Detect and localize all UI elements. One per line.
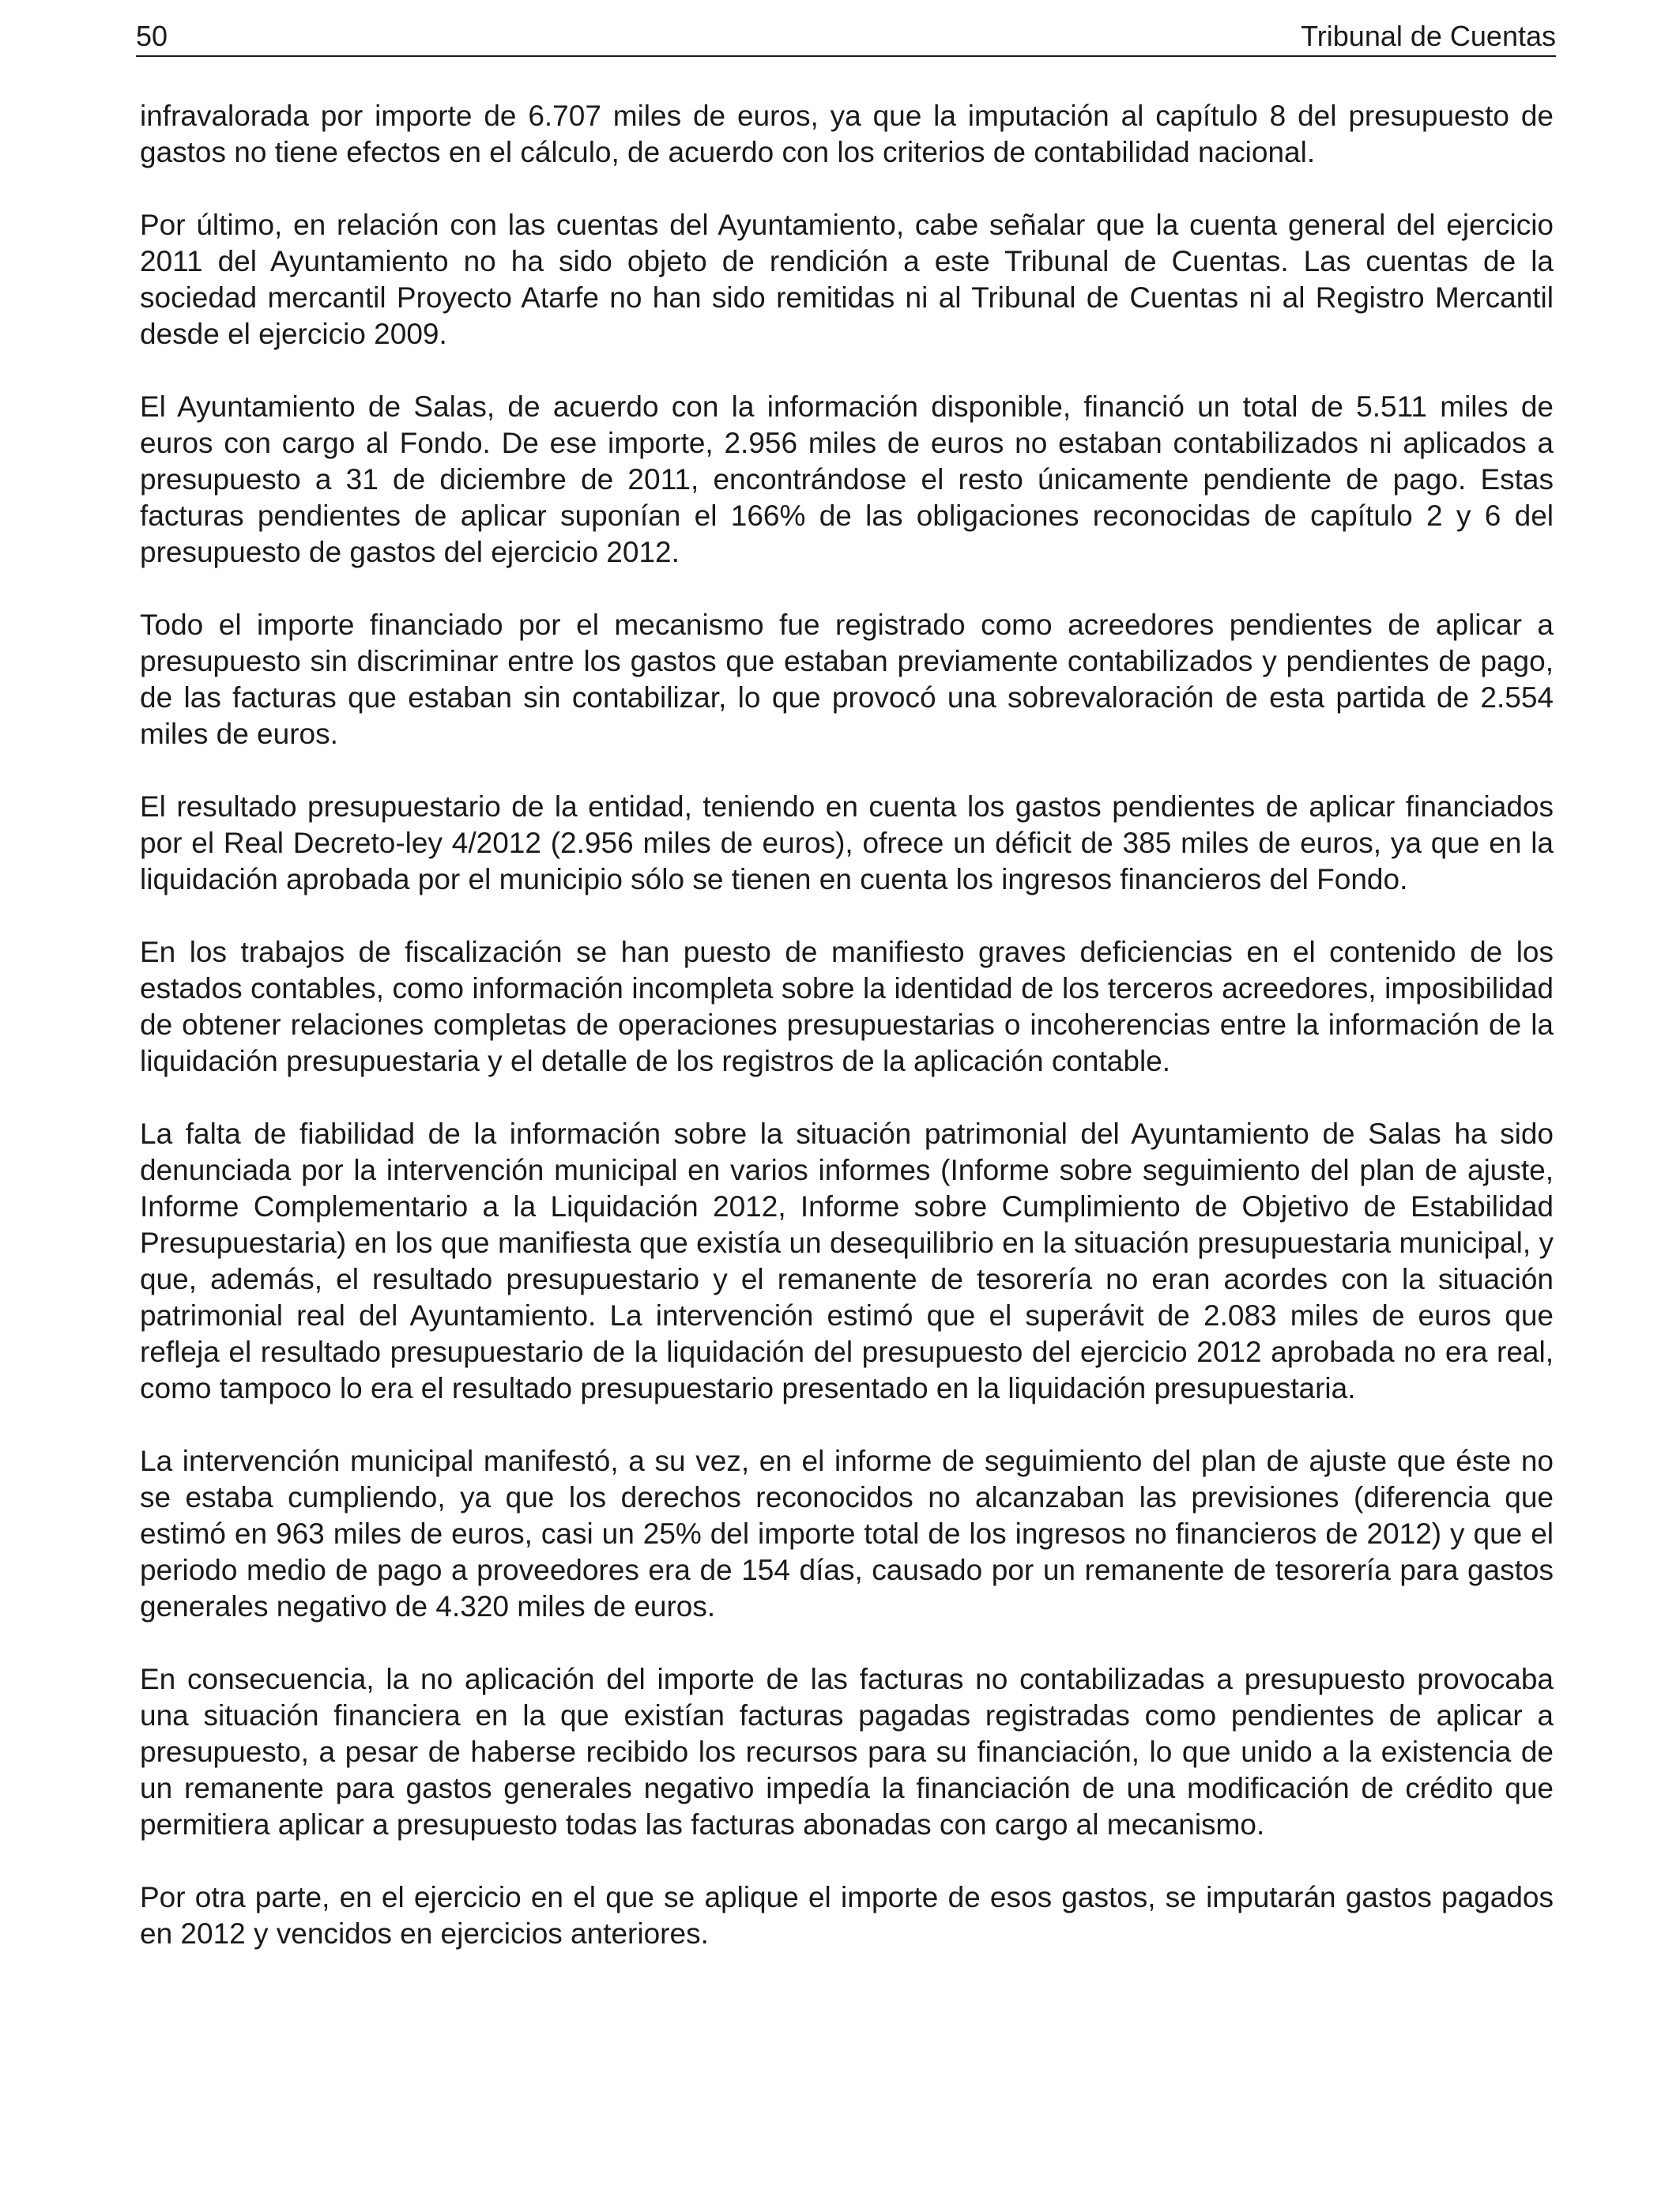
page-number: 50	[136, 20, 168, 52]
paragraph: El Ayuntamiento de Salas, de acuerdo con la información disponible, financió un total de 5.511 miles de euros con cargo al Fondo. De ese importe, 2.956 miles de euros no estaban contabilizados ni aplicados a presupuesto a 31 de diciembre de 2011, encontrándose el resto únicamente pendiente de pago. Estas facturas pendientes de aplicar suponían el 166% de las obligaciones reconocidas de capítulo 2 y 6 del presupuesto de gastos del ejercicio 2012.	[140, 390, 1554, 568]
paragraph: Por otra parte, en el ejercicio en el que se aplique el importe de esos gastos, se imputarán gastos pagados en 2012 y vencidos en ejercicios anteriores.	[140, 1881, 1554, 1950]
paragraph: La intervención municipal manifestó, a su vez, en el informe de seguimiento del plan de ajuste que éste no se estaba cumpliendo, ya que los derechos reconocidos no alcanzaban las previsiones (diferencia que estimó en 963 miles de euros, casi un 25% del importe total de los ingresos no financieros de 2012) y que el periodo medio de pago a proveedores era de 154 días, causado por un remanente de tesorería para gastos generales negativo de 4.320 miles de euros.	[140, 1445, 1554, 1623]
paragraph: En consecuencia, la no aplicación del importe de las facturas no contabilizadas a presupuesto provocaba una situación financiera en la que existían facturas pagadas registradas como pendientes de aplicar a presupuesto, a pesar de haberse recibido los recursos para su financiación, lo que unido a la existencia de un remanente para gastos generales negativo impedía la financiación de una modificación de crédito que permitiera aplicar a presupuesto todas las facturas abonadas con cargo al mecanismo.	[140, 1663, 1554, 1841]
paragraph: Todo el importe financiado por el mecanismo fue registrado como acreedores pendientes de aplicar a presupuesto sin discriminar entre los gastos que estaban previamente contabilizados y pendientes de pago, de las facturas que estaban sin contabilizar, lo que provocó una sobrevaloración de esta partida de 2.554 miles de euros.	[140, 609, 1554, 750]
paragraph: infravalorada por importe de 6.707 miles de euros, ya que la imputación al capítulo 8 del presupuesto de gastos no tiene efectos en el cálculo, de acuerdo con los criterios de contabilidad nacional.	[140, 100, 1554, 168]
paragraph: En los trabajos de fiscalización se han puesto de manifiesto graves deficiencias en el contenido de los estados contables, como información incompleta sobre la identidad de los terceros acreedores, imposibilidad de obtener relaciones completas de operaciones presupuestarias o incoherencias entre la información de la liquidación presupuestaria y el detalle de los registros de la aplicación contable.	[140, 936, 1554, 1077]
paragraph: El resultado presupuestario de la entidad, teniendo en cuenta los gastos pendientes de aplicar financiados por el Real Decreto-ley 4/2012 (2.956 miles de euros), ofrece un déficit de 385 miles de euros, ya que en la liquidación aprobada por el municipio sólo se tienen en cuenta los ingresos financieros del Fondo.	[140, 790, 1554, 895]
paragraph: La falta de fiabilidad de la información sobre la situación patrimonial del Ayuntamiento de Salas ha sido denunciada por la intervención municipal en varios informes (Informe sobre seguimiento del plan de ajuste, Informe Complementario a la Liquidación 2012, Informe sobre Cumplimiento de Objetivo de Estabilidad Presupuestaria) en los que manifiesta que existía un desequilibrio en la situación presupuestaria municipal, y que, además, el resultado presupuestario y el remanente de tesorería no eran acordes con la situación patrimonial real del Ayuntamiento. La intervención estimó que el superávit de 2.083 miles de euros que refleja el resultado presupuestario de la liquidación del presupuesto del ejercicio 2012 aprobada no era real, como tampoco lo era el resultado presupuestario presentado en la liquidación presupuestaria.	[140, 1118, 1554, 1404]
page-content	[140, 98, 1554, 1952]
running-title: Tribunal de Cuentas	[1301, 20, 1556, 52]
page-header	[136, 17, 1556, 57]
paragraph: Por último, en relación con las cuentas del Ayuntamiento, cabe señalar que la cuenta general del ejercicio 2011 del Ayuntamiento no ha sido objeto de rendición a este Tribunal de Cuentas. Las cuentas de la sociedad mercantil Proyecto Atarfe no han sido remitidas ni al Tribunal de Cuentas ni al Registro Mercantil desde el ejercicio 2009.	[140, 209, 1554, 350]
